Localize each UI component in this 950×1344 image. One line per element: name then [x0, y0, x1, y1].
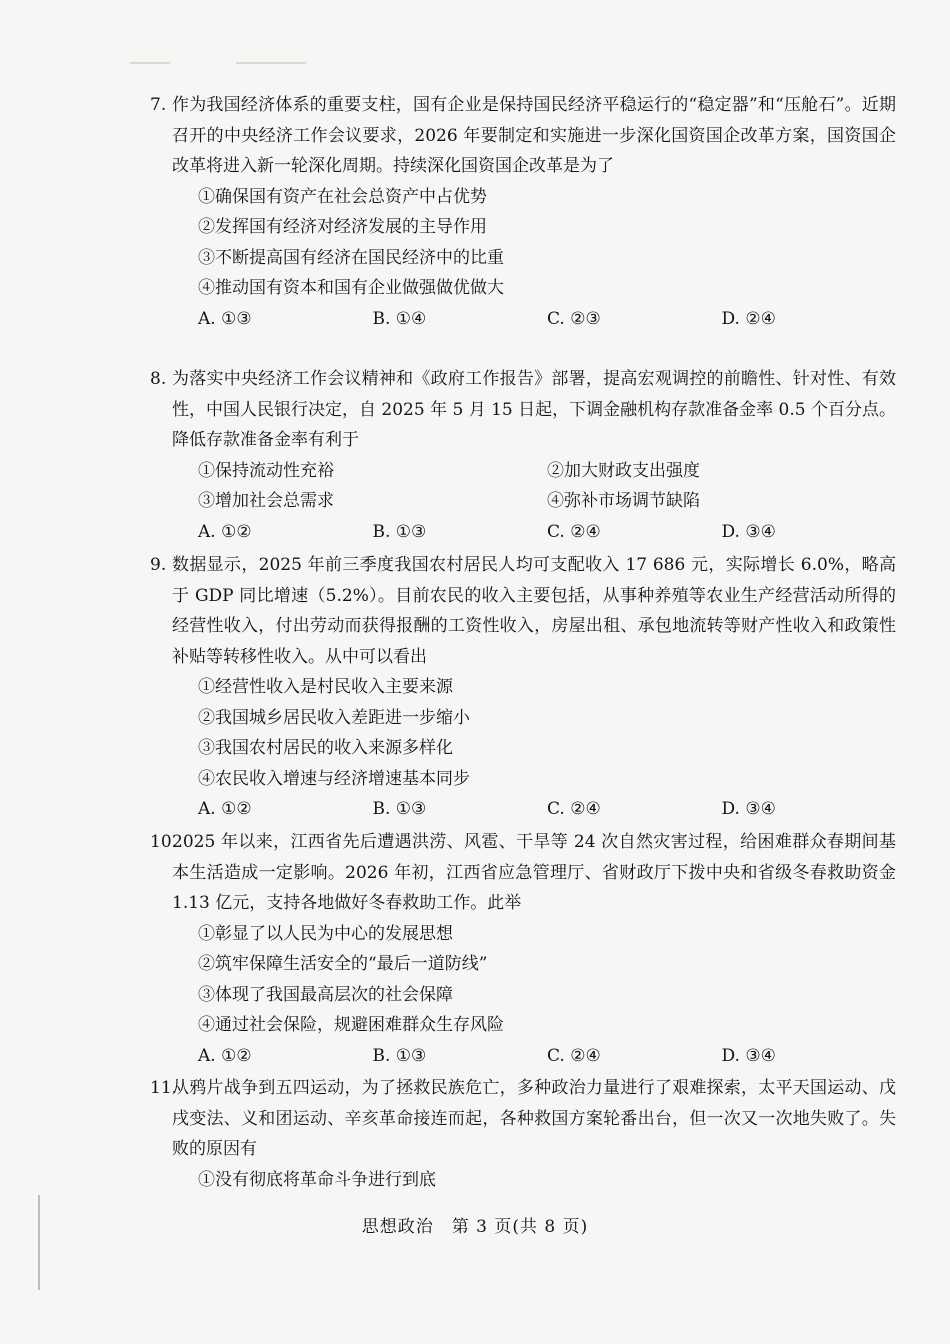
option-a[interactable]: A. ①② [198, 1045, 252, 1066]
question-number: 7. [150, 95, 167, 115]
statement-4: ④推动国有资本和国有企业做强做优做大 [198, 278, 504, 298]
statement-4: ④农民收入增速与经济增速基本同步 [198, 768, 470, 789]
question-11 [150, 1073, 896, 1195]
option-c[interactable]: C. ②④ [547, 521, 601, 542]
statement-1: ①确保国有资产在社会总资产中占优势 [198, 186, 487, 207]
statement-3: ③不断提高国有经济在国民经济中的比重 [198, 247, 504, 268]
option-b[interactable]: B. ①③ [372, 521, 427, 542]
option-c[interactable]: C. ②③ [547, 308, 601, 329]
question-10 [150, 827, 896, 1071]
answer-options [198, 517, 896, 548]
option-c[interactable]: C. ②④ [547, 1045, 601, 1066]
option-d[interactable]: D. ③④ [721, 521, 776, 542]
option-b[interactable]: B. ①④ [372, 308, 427, 329]
question-number: 10. [150, 832, 178, 852]
answer-options [198, 1041, 896, 1072]
question-number: 9. [150, 555, 167, 575]
question-9 [150, 550, 896, 825]
option-b[interactable]: B. ①③ [372, 799, 427, 819]
question-stem: 2025 年以来，江西省先后遭遇洪涝、风雹、干旱等 24 次自然灾害过程，给困难群众春期间基本生活造成一定影响。2026 年初，江西省应急管理厅、省财政厅下拨中央和省级冬春救助资金 1.13 亿元，支持各地做好冬春救助工作。此举 [172, 832, 896, 913]
statement-2: ②筑牢保障生活安全的“最后一道防线” [198, 954, 488, 974]
statement-1: ①保持流动性充裕 [198, 460, 334, 481]
statement-2: ②发挥国有经济对经济发展的主导作用 [198, 217, 487, 237]
statement-4: ④弥补市场调节缺陷 [547, 491, 700, 511]
statement-1: ①经营性收入是村民收入主要来源 [198, 677, 453, 697]
answer-options [198, 304, 896, 335]
option-d[interactable]: D. ③④ [721, 799, 776, 819]
option-a[interactable]: A. ①② [198, 799, 252, 819]
option-b[interactable]: B. ①③ [372, 1045, 427, 1066]
page-footer: 思想政治 第 3 页(共 8 页) [361, 1217, 589, 1237]
statement-row [198, 456, 896, 487]
statement-3: ③体现了我国最高层次的社会保障 [198, 984, 453, 1005]
question-8 [150, 364, 896, 548]
option-c[interactable]: C. ②④ [547, 799, 601, 819]
scan-mark [236, 62, 306, 64]
scan-mark [130, 62, 170, 64]
question-page [150, 90, 896, 1195]
question-number: 8. [150, 369, 167, 389]
statement-2: ②我国城乡居民收入差距进一步缩小 [198, 707, 470, 728]
option-a[interactable]: A. ①③ [198, 308, 252, 329]
question-stem: 作为我国经济体系的重要支柱，国有企业是保持国民经济平稳运行的“稳定器”和“压舱石”。近期召开的中央经济工作会议要求，2026 年要制定和实施进一步深化国资国企改革方案，国资国企改革将进入新一轮深化周期。持续深化国资国企改革是为了 [172, 95, 896, 176]
question-7 [150, 90, 896, 362]
question-stem: 从鸦片战争到五四运动，为了拯救民族危亡，多种政治力量进行了艰难探索，太平天国运动、戊戌变法、义和团运动、辛亥革命接连而起，各种救国方案轮番出台，但一次又一次地失败了。失败的原因有 [172, 1078, 896, 1159]
question-number: 11. [150, 1078, 178, 1098]
scan-edge-line [38, 1195, 40, 1290]
question-stem: 数据显示，2025 年前三季度我国农村居民人均可支配收入 17 686 元，实际增长 6.0%，略高于 GDP 同比增速（5.2%）。目前农民的收入主要包括，从事种养殖等农业生产经营活动所得的经营性收入，付出劳动而获得报酬的工资性收入，房屋出租、承包地流转等财产性收入和政策性补贴等转移性收入。从中可以看出 [172, 555, 896, 667]
statement-4: ④通过社会保险，规避困难群众生存风险 [198, 1015, 504, 1035]
option-d[interactable]: D. ②④ [721, 308, 776, 329]
statement-1: ①彰显了以人民为中心的发展思想 [198, 923, 453, 944]
statement-row [198, 486, 896, 517]
question-stem: 为落实中央经济工作会议精神和《政府工作报告》部署，提高宏观调控的前瞻性、针对性、有效性，中国人民银行决定，自 2025 年 5 月 15 日起，下调金融机构存款准备金率 0.5 个百分点。降低存款准备金率有利于 [172, 369, 896, 450]
option-d[interactable]: D. ③④ [721, 1045, 776, 1066]
option-a[interactable]: A. ①② [198, 521, 252, 542]
statement-1: ①没有彻底将革命斗争进行到底 [198, 1169, 436, 1190]
answer-options [198, 794, 896, 825]
statement-3: ③我国农村居民的收入来源多样化 [198, 738, 453, 758]
statement-3: ③增加社会总需求 [198, 491, 334, 511]
statement-2: ②加大财政支出强度 [547, 460, 700, 481]
